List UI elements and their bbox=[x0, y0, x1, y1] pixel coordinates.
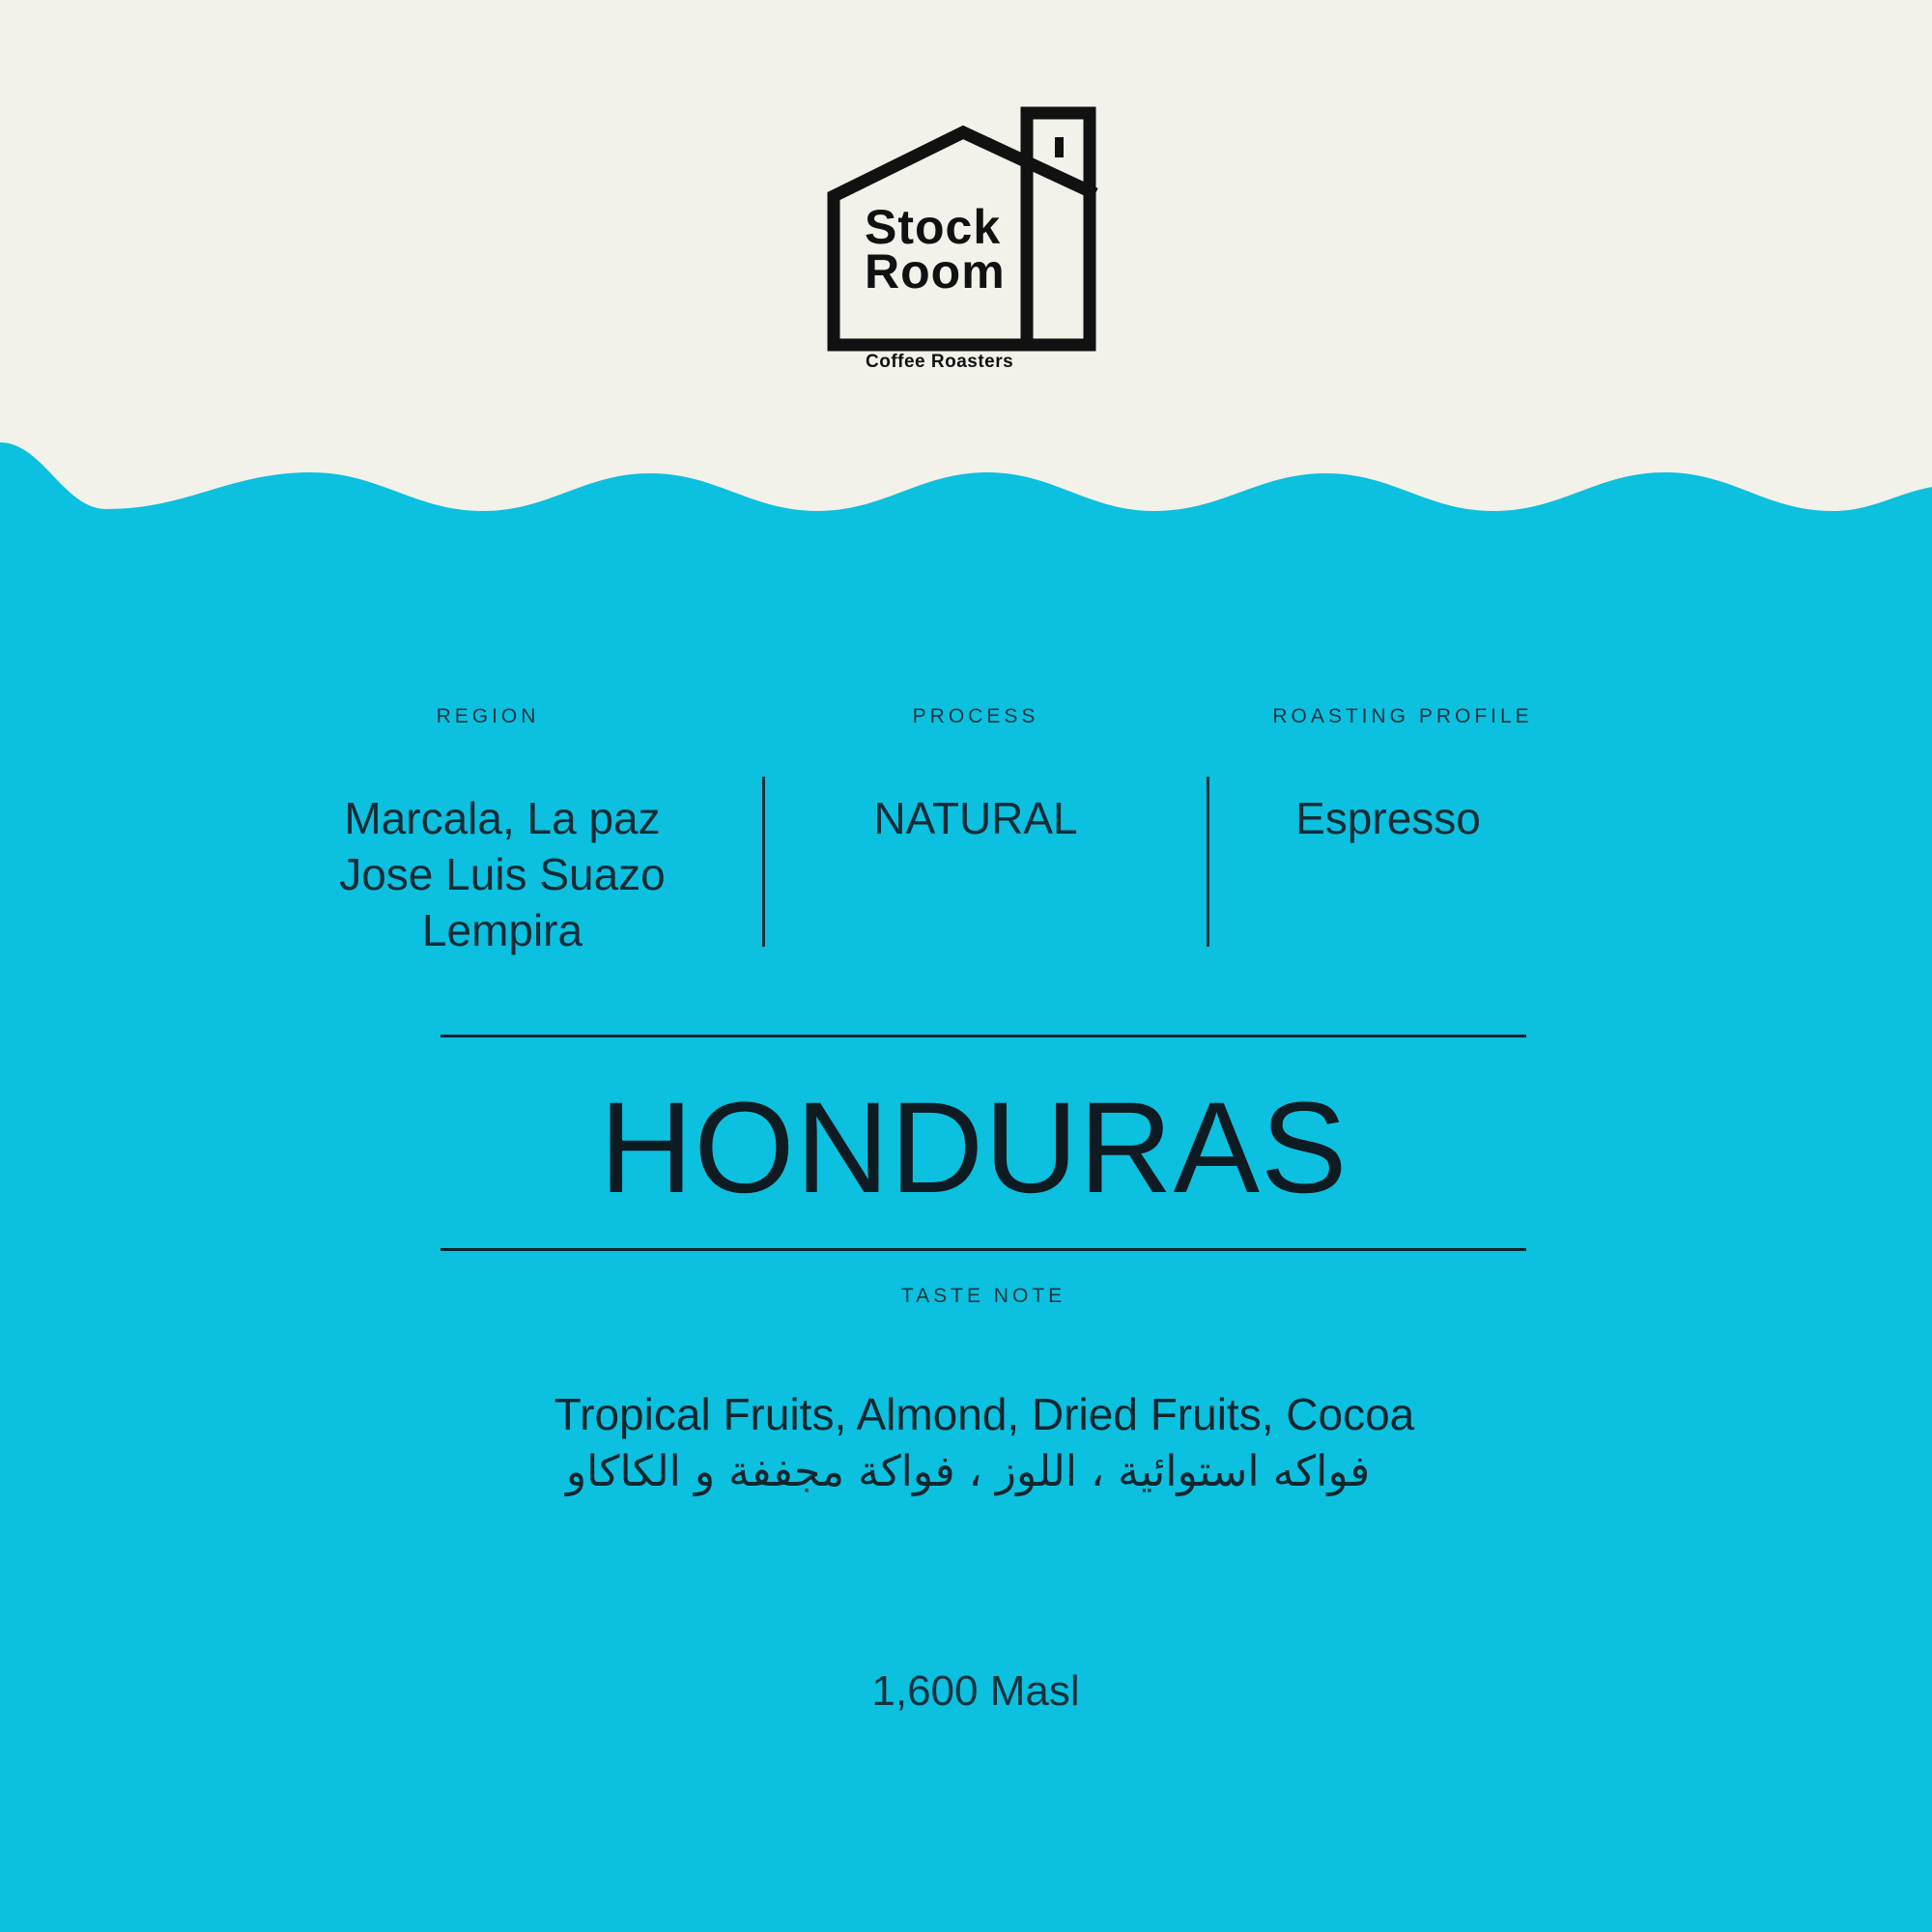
roasting-profile-value: Espresso bbox=[1295, 793, 1481, 843]
taste-notes-english: Tropical Fruits, Almond, Dried Fruits, Cocoa bbox=[554, 1389, 1415, 1439]
logo-wordmark-line1: Stock bbox=[865, 200, 1002, 254]
region-value-line1: Marcala, La paz bbox=[344, 793, 661, 843]
logo-wordmark bbox=[865, 200, 1006, 298]
taste-notes-arabic: فواكه استوائية ، اللوز ، فواكة مجففة و الكاكاو bbox=[565, 1447, 1371, 1496]
tower-window-icon bbox=[1055, 137, 1064, 157]
region-value bbox=[339, 790, 666, 958]
region-value-line3: Lempira bbox=[421, 905, 583, 955]
column-divider-2 bbox=[1207, 777, 1209, 947]
column-divider-1 bbox=[762, 777, 765, 947]
coffee-origin-title: HONDURAS bbox=[599, 1076, 1349, 1220]
process-label: PROCESS bbox=[912, 705, 1039, 727]
process-value: NATURAL bbox=[873, 793, 1078, 843]
title-rule-bottom bbox=[440, 1248, 1526, 1251]
logo-tagline: Coffee Roasters bbox=[866, 352, 1014, 372]
altitude-value: 1,600 Masl bbox=[871, 1667, 1080, 1715]
logo-wordmark-line2: Room bbox=[865, 244, 1006, 298]
taste-note-label: TASTE NOTE bbox=[900, 1285, 1066, 1307]
title-rule-top bbox=[440, 1035, 1526, 1037]
region-value-line2: Jose Luis Suazo bbox=[339, 849, 666, 899]
roasting-profile-label: ROASTING PROFILE bbox=[1272, 705, 1533, 727]
region-label: REGION bbox=[436, 705, 540, 727]
